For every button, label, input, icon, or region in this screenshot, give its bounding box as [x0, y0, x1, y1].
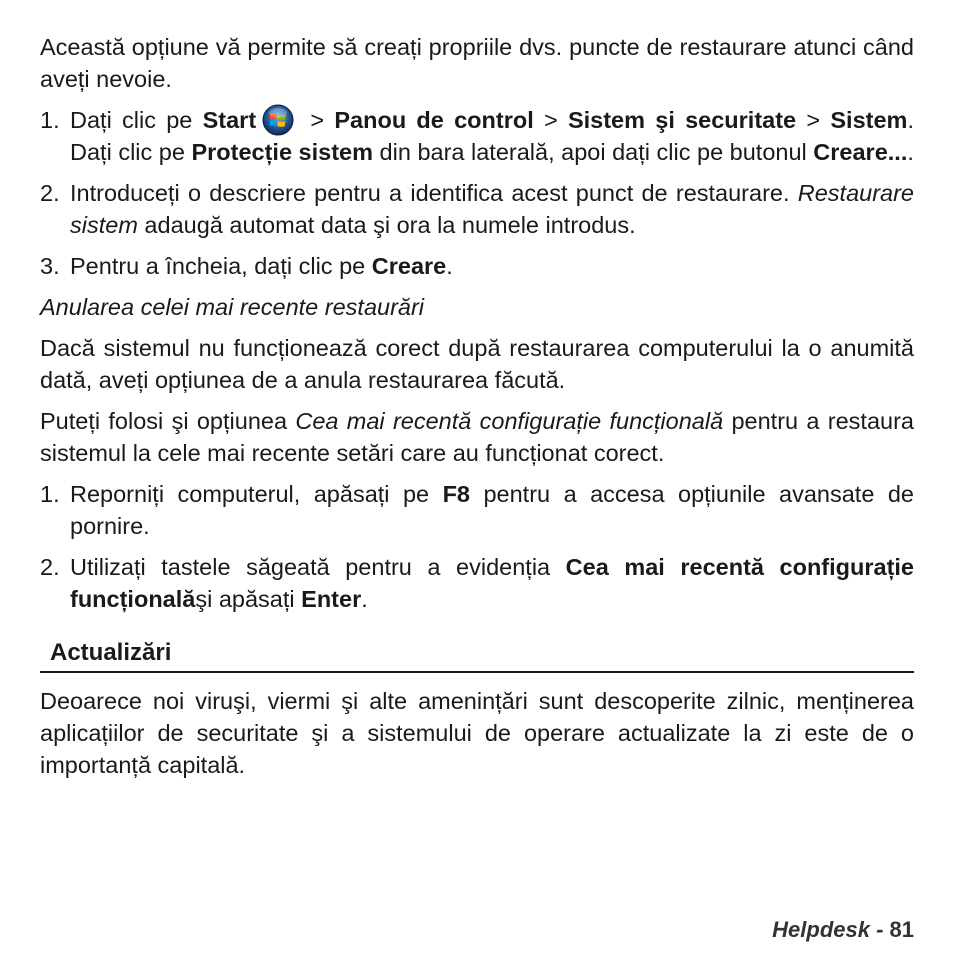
section-heading: Actualizări — [40, 637, 914, 673]
text-run: . — [907, 139, 914, 165]
paragraph: Dacă sistemul nu funcționează corect după restaurarea computerului la o anumită dată, aveți opțiunea de a anula restaurarea făcută. — [40, 335, 914, 393]
section-paragraph: Deoarece noi viruşi, viermi şi alte amenințări sunt descoperite zilnic, menținerea aplicațiilor de securitate şi a sistemului de operare actualizate la zi este de o importanță capitală. — [40, 688, 914, 778]
text-run: pentru a accesa opțiunile avansate de pornire. — [70, 481, 914, 539]
list-item-text — [70, 478, 914, 542]
italic-term: Restaurare sistem — [70, 180, 914, 238]
subheading-text: Anularea celei mai recente restaurări — [40, 294, 425, 320]
list-number: 1. — [40, 107, 60, 133]
bold-term: F8 — [442, 481, 471, 507]
bold-term: Panou de control — [334, 107, 534, 133]
footer-section: Helpdesk - — [772, 917, 890, 942]
start-label: Start — [202, 107, 257, 133]
text-run: > — [300, 107, 335, 133]
text-run: > — [796, 107, 831, 133]
bold-term: Sistem şi securitate — [567, 107, 797, 133]
list-item — [40, 104, 914, 168]
intro-paragraph: Această opțiune vă permite să creați propriile dvs. puncte de restaurare atunci când aveți nevoie. — [40, 34, 914, 92]
text-run: > — [533, 107, 568, 133]
windows-start-orb-icon — [262, 104, 294, 136]
subheading — [40, 291, 914, 323]
document-page — [40, 31, 914, 781]
text-run: Pentru a încheia, dați clic pe — [70, 253, 372, 279]
list-item — [40, 177, 914, 241]
text-run: din bara laterală, apoi dați clic pe butonul — [373, 139, 814, 165]
text-run: . Dați clic pe — [70, 107, 914, 165]
text-run: . — [446, 253, 453, 279]
list-item-text — [70, 177, 914, 241]
text-run: şi apăsați — [195, 586, 302, 612]
list-item-text — [70, 250, 914, 282]
text-run: Utilizați tastele săgeată pentru a evidenția — [70, 554, 566, 580]
paragraph — [40, 405, 914, 469]
text-run: Dați clic pe — [70, 107, 203, 133]
bold-term: Creare... — [813, 139, 908, 165]
text-run: adaugă automat data şi ora la numele introdus. — [137, 212, 636, 238]
bold-term: Protecție sistem — [191, 139, 374, 165]
italic-term: Cea mai recentă configurație funcțională — [295, 408, 724, 434]
page-number: 81 — [889, 917, 914, 942]
bold-term: Creare — [371, 253, 447, 279]
text-run: . — [361, 586, 368, 612]
list-item-text — [70, 551, 914, 615]
list-number: 3. — [40, 253, 60, 279]
text-run: pentru a restaura sistemul la cele mai recente setări care au funcționat corect. — [40, 408, 914, 466]
list-number: 2. — [40, 554, 60, 580]
list-number: 2. — [40, 180, 60, 206]
text-run: Reporniți computerul, apăsați pe — [70, 481, 443, 507]
text-run: Puteți folosi şi opțiunea — [40, 408, 296, 434]
list-number: 1. — [40, 481, 60, 507]
list-item — [40, 478, 914, 542]
bold-term: Enter — [301, 586, 362, 612]
list-item — [40, 250, 914, 282]
bold-term: Cea mai recentă configurație funcțională — [70, 554, 915, 612]
page-footer — [772, 914, 914, 946]
bold-term: Sistem — [830, 107, 908, 133]
text-run: Introduceți o descriere pentru a identifica acest punct de restaurare. — [70, 180, 798, 206]
list-item — [40, 551, 914, 615]
list-item-text — [70, 104, 914, 168]
